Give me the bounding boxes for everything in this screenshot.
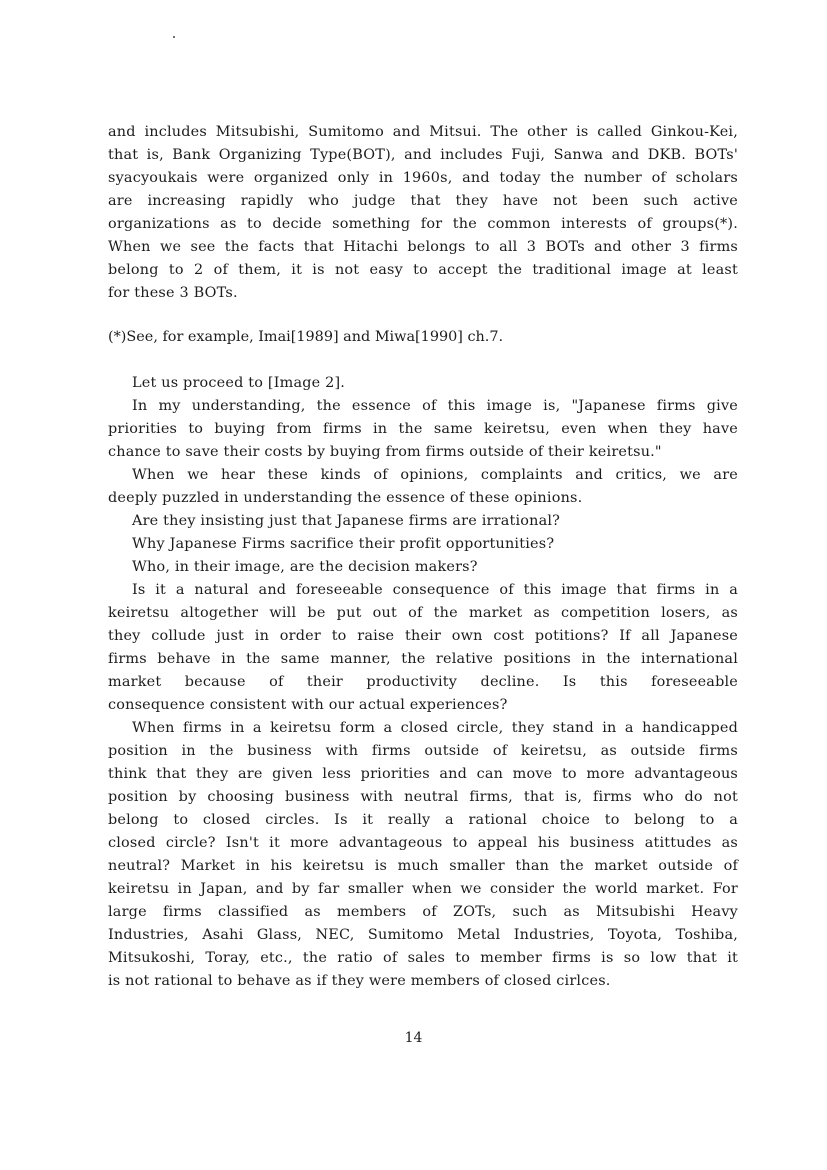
- text-line: organizations as to decide something for the common interests of groups(*).: [108, 216, 738, 232]
- text-line: they collude just in order to raise their own cost potitions? If all Japanese: [108, 628, 738, 644]
- text-line: are increasing rapidly who judge that they have not been such active: [108, 193, 738, 209]
- text-line: neutral? Market in his keiretsu is much smaller than the market outside of: [108, 858, 738, 874]
- text-line: Who, in their image, are the decision makers?: [132, 559, 478, 575]
- text-line: deeply puzzled in understanding the essence of these opinions.: [108, 490, 583, 506]
- text-line: When we see the facts that Hitachi belongs to all 3 BOTs and other 3 firms: [108, 239, 738, 255]
- paragraph-keiretsu-groups: [108, 121, 738, 305]
- footnote: (*)See, for example, Imai[1989] and Miwa[1990] ch.7.: [108, 329, 504, 345]
- text-line: Are they insisting just that Japanese firms are irrational?: [132, 513, 561, 529]
- paragraph-image-2: [108, 372, 738, 993]
- text-line: Is it a natural and foreseeable consequence of this image that firms in a: [132, 582, 738, 598]
- text-line: closed circle? Isn't it more advantageous to appeal his business atittudes as: [108, 835, 738, 851]
- text-line: Let us proceed to [Image 2].: [132, 375, 346, 391]
- text-line: belong to 2 of them, it is not easy to accept the traditional image at least: [108, 262, 738, 278]
- text-line: In my understanding, the essence of this image is, "Japanese firms give: [132, 398, 738, 414]
- text-line: firms behave in the same manner, the relative positions in the international: [108, 651, 738, 667]
- text-line: consequence consistent with our actual experiences?: [108, 697, 508, 713]
- scan-speck: [173, 36, 175, 38]
- text-line: Why Japanese Firms sacrifice their profit opportunities?: [132, 536, 555, 552]
- text-line: large firms classified as members of ZOTs, such as Mitsubishi Heavy: [108, 904, 738, 920]
- page-number: 14: [404, 1030, 423, 1046]
- text-line: position in the business with firms outside of keiretsu, as outside firms: [108, 743, 738, 759]
- text-line: When we hear these kinds of opinions, complaints and critics, we are: [132, 467, 738, 483]
- text-line: think that they are given less priorities and can move to more advantageous: [108, 766, 738, 782]
- text-line: keiretsu altogether will be put out of the market as competition losers, as: [108, 605, 738, 621]
- text-line: for these 3 BOTs.: [108, 285, 238, 301]
- text-line: market because of their productivity decline. Is this foreseeable: [108, 674, 738, 690]
- text-line: that is, Bank Organizing Type(BOT), and includes Fuji, Sanwa and DKB. BOTs': [108, 147, 738, 163]
- text-line: position by choosing business with neutral firms, that is, firms who do not: [108, 789, 738, 805]
- text-line: priorities to buying from firms in the same keiretsu, even when they have: [108, 421, 738, 437]
- text-line: is not rational to behave as if they were members of closed cirlces.: [108, 973, 611, 989]
- text-line: and includes Mitsubishi, Sumitomo and Mitsui. The other is called Ginkou-Kei,: [108, 124, 738, 140]
- text-line: Mitsukoshi, Toray, etc., the ratio of sales to member firms is so low that it: [108, 950, 738, 966]
- text-line: keiretsu in Japan, and by far smaller when we consider the world market. For: [108, 881, 738, 897]
- text-line: syacyoukais were organized only in 1960s, and today the number of scholars: [108, 170, 738, 186]
- text-line: belong to closed circles. Is it really a rational choice to belong to a: [108, 812, 738, 828]
- text-line: Industries, Asahi Glass, NEC, Sumitomo Metal Industries, Toyota, Toshiba,: [108, 927, 738, 943]
- text-line: chance to save their costs by buying from firms outside of their keiretsu.": [108, 444, 662, 460]
- text-line: When firms in a keiretsu form a closed circle, they stand in a handicapped: [132, 720, 738, 736]
